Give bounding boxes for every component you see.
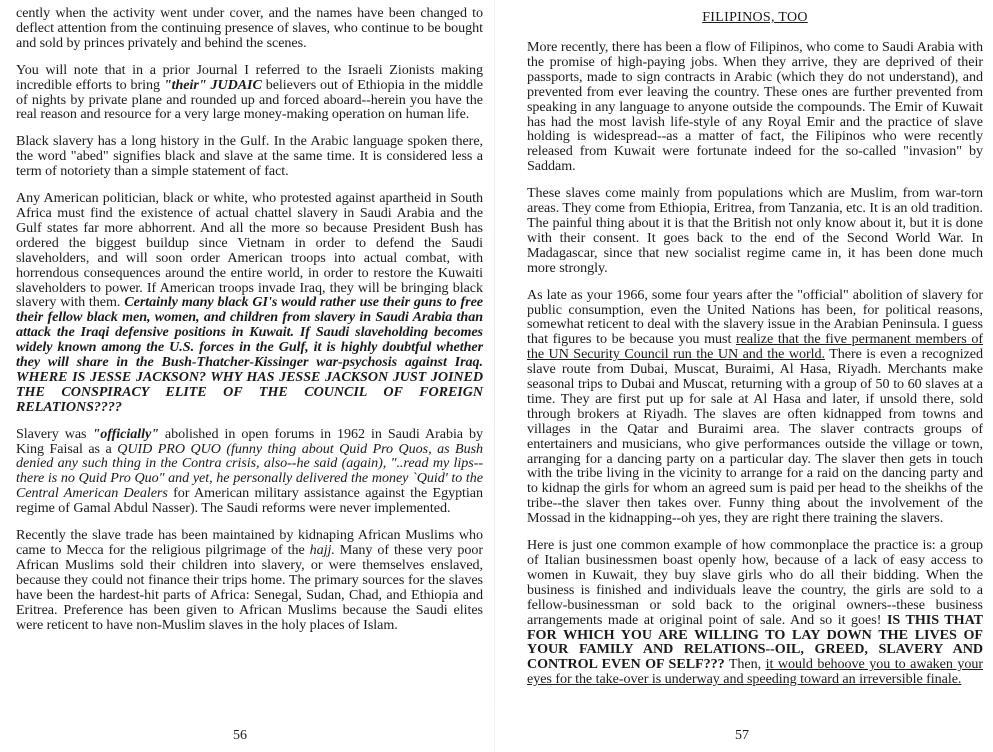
text-run: Black slavery has a long history in the Gulf. In the Arabic language spoken there, the word "abed" signifies black and slave at the same time. It is considered less a term of notoriety than a simple statement of fact. — [16, 133, 483, 180]
text-run: There is even a recognized slave route from Dubai, Muscat, Buraimi, Al Hasa, Riyadh. Merchants make seasonal trips to Dubai and Muscat, returning with a group of 50 to 60 slaves at a time. They are first put up for sale at Al Hasa and later, if unsold there, sold through brokers at Riyadh. The slaves are often kidnapped from towns and villages in the Qatar and Buraimi area. The slaver contracts groups of entertainers and musicians, who give performances outside the village or town, arranging for a dancing party on a particular day. The slaver then gets in touch with the tribe living in the vicinity to arrange for a raid on the dancing party and to kidnap the girls for whom an agreed sum is paid per head to the sheikhs of the tribe--the slaver then takes over. Funny thing about the involvement of the Mossad in the kidnapping--oh yes, they are right there training the slavers. — [527, 346, 984, 527]
text-run: You will note that in a prior Journal I referred to the Israeli Zionists making incredible efforts to bring — [16, 61, 483, 93]
paragraph — [16, 134, 483, 179]
text-run: These slaves come mainly from populations which are Muslim, from war-torn areas. They come from Ethiopia, Eritrea, from Tanzania, etc. It is an old tradition. The painful thing about it is that the British not only know about it, but it is done with their consent. It goes back to the end of the Second World War. In Madagascar, since that new socialist regime came in, it has been done much more strongly. — [527, 185, 983, 276]
text-run: it would behoove you to awaken your eyes for the take-over is underway and speeding toward an irreversible finale. — [527, 656, 983, 688]
text-run: abolished in open forums in 1962 in Saudi Arabia by King Faisal as a — [16, 425, 484, 457]
paragraph — [16, 191, 483, 415]
right-page — [497, 0, 993, 752]
text-run: Then, — [724, 656, 766, 673]
text-run: IS THIS THAT FOR WHICH YOU ARE WILLING TO LAY DOWN THE LIVES OF YOUR FAMILY AND RELATIONS--OIL, GREED, SLAVERY AND CONTROL EVEN OF SELF??? — [527, 611, 984, 673]
text-run: Slavery was — [16, 425, 93, 442]
text-run: Here is just one common example of how commonplace the practice is: a group of Italian businessmen boast openly how, because of a lack of easy access to women in Kuwait, they buy slave girls who do all their bidding. When the business is finished and individuals leave the country, the girls are sold to a fellow-businessman or sold back to the original owners--these business arrangements made at original point of sale. And so it goes! — [527, 537, 983, 628]
section-heading: FILIPINOS, TOO — [702, 10, 808, 25]
text-run: cently when the activity went under cover, and the names have been changed to deflect attention from the continuing presence of slaves, who continue to be bought and sold by princes privately and behind the scenes. — [16, 5, 483, 51]
text-run: Many of these very poor African Muslims sold their children into slavery, or were themselves enslaved, because they could not finance their trips home. The primary sources for the slaves have been the hardest-hit parts of Africa: Senegal, Sudan, Chad, and Ethiopia and Eritrea. Preference has been given to African Muslims because the Saudi elites were reticent to have non-Muslim slaves in the holy places of Islam. — [16, 542, 483, 633]
paragraph — [16, 6, 483, 51]
paragraph — [527, 40, 983, 174]
paragraph — [16, 63, 483, 123]
text-run: hajj. — [309, 542, 335, 558]
paragraph — [16, 528, 483, 632]
paragraph — [527, 186, 983, 275]
paragraph — [16, 427, 483, 516]
left-page-body — [16, 6, 483, 632]
text-run: "officially" — [92, 425, 159, 442]
page-number-right: 57 — [735, 728, 749, 743]
text-run: Recently the slave trade has been maintained by kidnaping African Muslims who came to Mecca for the religious pilgrimage of the — [16, 527, 483, 558]
right-page-body — [527, 40, 983, 687]
paragraph — [527, 538, 983, 687]
text-run: Certainly many black GI's would rather use their guns to free their fellow black men, women, and children from slavery in Saudi Arabia than attack the Iraqi defensive positions in Kuwait. If Saudi slaveholding becomes widely known among the U.S. forces in the Gulf, it is highly doubtful whether they will share in the Bush-Thatcher-Kissinger war-psychosis against Iraq. — [16, 294, 483, 371]
text-run: believers out of Ethiopia in the middle of nights by private plane and rounded up and forced aboard--herein you have the real reason and resource for a very large money-making operation on human life. — [16, 76, 483, 123]
text-run: QUID PRO QUO (funny thing about Quid Pro Quos, as Bush denied any such thing in the Contra crisis, also--he said (again), "..read my lips--there is no Quid Pro Quo" and yet, he personally delivered the money `Quid' to the Central American Dealers — [16, 440, 483, 502]
text-run: WHERE IS JESSE JACKSON? WHY HAS JESSE JACKSON JUST JOINED THE CONSPIRACY ELITE OF THE COUNCIL OF FOREIGN RELATIONS???? — [16, 368, 483, 415]
text-run: "their" JUDAIC — [163, 76, 262, 93]
book-gutter — [494, 0, 495, 752]
text-run: As late as your 1966, some four years after the "official" abolition of slavery for public consumption, even the United Nations has been, for political reasons, somewhat reticent to deal with the slavery issue in the Arabian Peninsula. I guess that figures to be because you must — [527, 286, 983, 348]
text-run: for American military assistance against the Egyptian regime of Gamal Abdul Nasser). The Saudi reforms were never implemented. — [16, 485, 483, 517]
paragraph — [527, 288, 983, 527]
text-run: realize that the five permanent members of the UN Security Council run the UN and the world. — [527, 331, 983, 363]
text-run: More recently, there has been a flow of Filipinos, who come to Saudi Arabia with the promise of high-paying jobs. When they arrive, they are deprived of their passports, made to sign contracts in Arabic (which they do not understand), and prevented from ever leaving the country. These ones are further prevented from speaking in any language to anyone outside the compounds. The Emir of Kuwait has had the most lavish life-style of any Royal Emir and the practice of slave holding is widespread--as a matter of fact, the Filipinos who were recently released from Kuwait were fortunate indeed for the so-called "invasion" by Saddam. — [527, 39, 983, 175]
page-number-left: 56 — [233, 728, 247, 743]
text-run: Any American politician, black or white, who protested against apartheid in South Africa must find the existence of actual chattel slavery in Saudi Arabia and the Gulf states far more abhorrent. And all the more so because President Bush has ordered the biggest buildup since Vietnam in order to defend the Saudi slaveholders, and will soon order American troops into actual combat, with horrendous consequences around the entire world, in order to restore the Kuwaiti slaveholders to power. If American troops invade Iraq, they will be bringing black slavery with them. — [16, 190, 483, 311]
